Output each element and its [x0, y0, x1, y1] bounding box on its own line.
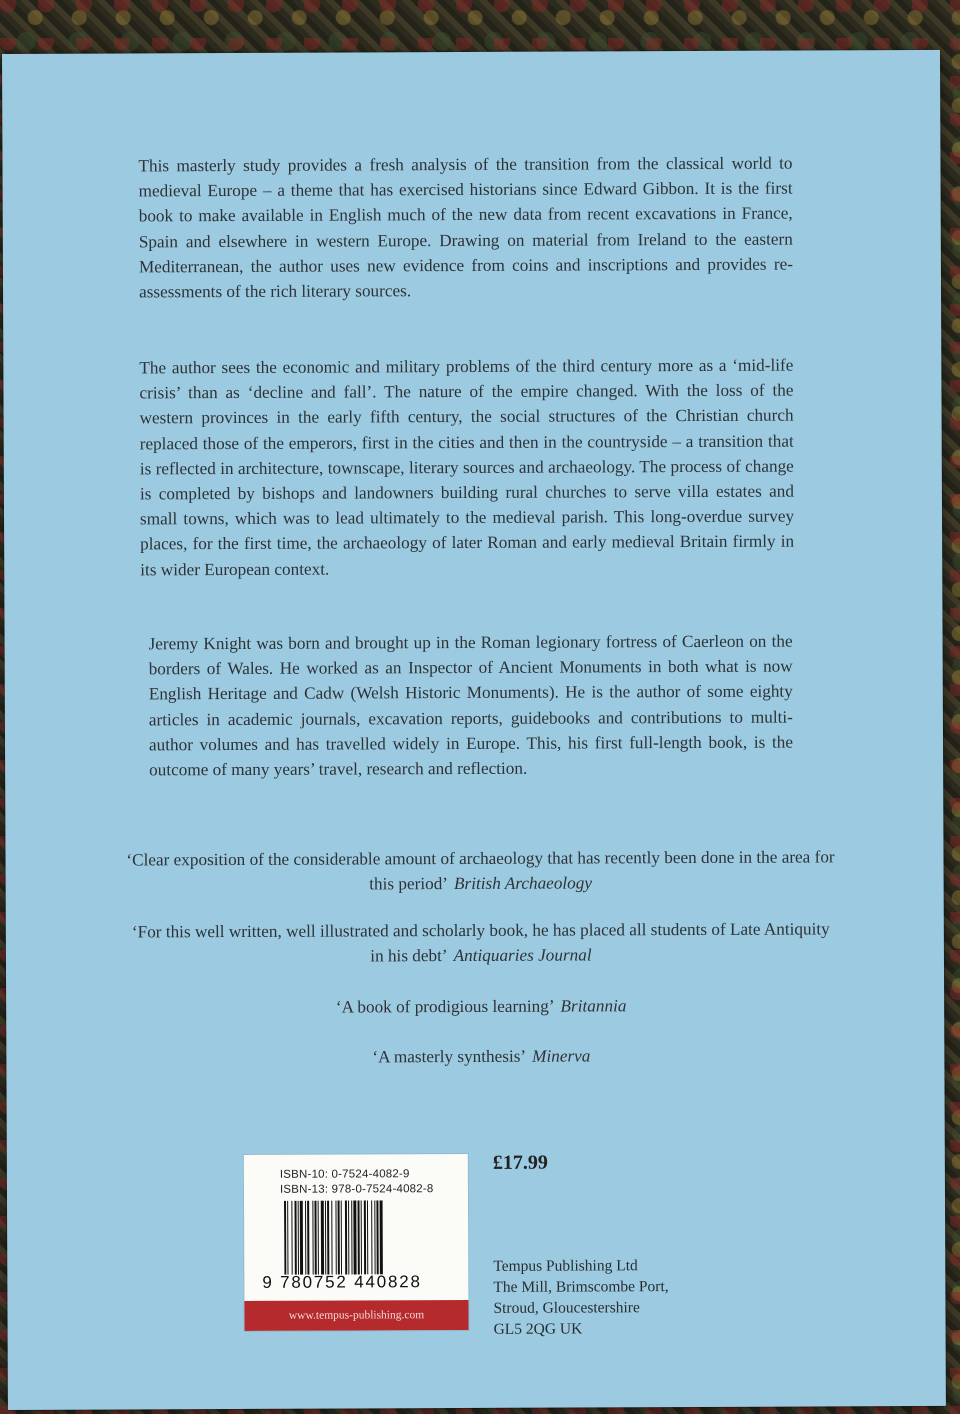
book-back-cover — [2, 50, 946, 1410]
isbn-13: ISBN-13: 978-0-7524-4082-8 — [279, 1183, 434, 1196]
review-quote — [125, 844, 835, 897]
quote-source: Antiquaries Journal — [453, 945, 592, 966]
blurb-paragraph-1: This masterly study provides a fresh analysis of the transition from the classical world to medieval Europe – a theme that has exercised historians since Edward Gibbon. It is the first book to make available in English much of the new data from recent excavations in France, Spain and elsewhere in western Europe. Drawing on material from Ireland to the eastern Mediterranean, the author uses new evidence from coins and inscriptions and provides re-assessments of the rich literary sources. — [138, 153, 793, 302]
quote-source: British Archaeology — [453, 873, 593, 894]
quote-text: ‘A book of prodigious learning’ — [335, 996, 555, 1017]
blurb-paragraph-2: The author sees the economic and military problems of the third century more as a ‘mid-life crisis’ than as ‘decline and fall’. The nature of the empire changed. With the loss of the western provinces in the early fifth century, the social structures of the Christian church replaced those of the emperors, first in the cities and then in the countryside – a transition that is reflected in architecture, townscape, literary sources and archaeology. The process of change is completed by bishops and landowners building rural churches to serve villa estates and small towns, which was to lead ultimately to the medieval parish. This long-overdue survey places, for the first time, the archaeology of later Roman and early medieval Britain firmly in its wider European context. — [139, 355, 795, 580]
publisher-address-line: The Mill, Brimscombe Port, — [493, 1278, 669, 1296]
quote-text: ‘For this well written, well illustrated and scholarly book, he has placed all students of Late Antiquity in his debt’ — [131, 919, 830, 966]
review-quote — [126, 916, 836, 969]
quote-source: Britannia — [560, 996, 627, 1016]
quote-text: ‘A masterly synthesis’ — [372, 1046, 527, 1067]
price: £17.99 — [492, 1151, 548, 1174]
author-bio: Jeremy Knight was born and brought up in the Roman legionary fortress of Caerleon on the borders of Wales. He worked as an Inspector of Ancient Monuments in both what is now English Heritage and Cadw (Welsh Historic Monuments). He is the author of some eighty articles in academic journals, excavation reports, guidebooks and contributions to multi-author volumes and has travelled widely in Europe. This, his first full-length book, is the outcome of many years’ travel, research and reflection. — [148, 631, 794, 780]
review-quote — [126, 992, 836, 1020]
quote-text: ‘Clear exposition of the considerable amount of archaeology that has recently been done in the area for this period’ — [126, 847, 835, 894]
quote-source: Minerva — [532, 1046, 591, 1066]
barcode-icon — [284, 1200, 450, 1275]
isbn-10: ISBN-10: 0-7524-4082-9 — [279, 1168, 410, 1181]
publisher-address-line: Stroud, Gloucestershire — [493, 1299, 640, 1317]
publisher-address — [493, 1255, 669, 1340]
publisher-name: Tempus Publishing Ltd — [493, 1257, 638, 1275]
publisher-postcode: GL5 2QG UK — [493, 1320, 583, 1338]
barcode-digits: 9 780752 440828 — [262, 1272, 422, 1292]
isbn-barcode-label — [244, 1154, 469, 1331]
publisher-website: www.tempus-publishing.com — [244, 1300, 468, 1331]
review-quote — [126, 1042, 836, 1070]
